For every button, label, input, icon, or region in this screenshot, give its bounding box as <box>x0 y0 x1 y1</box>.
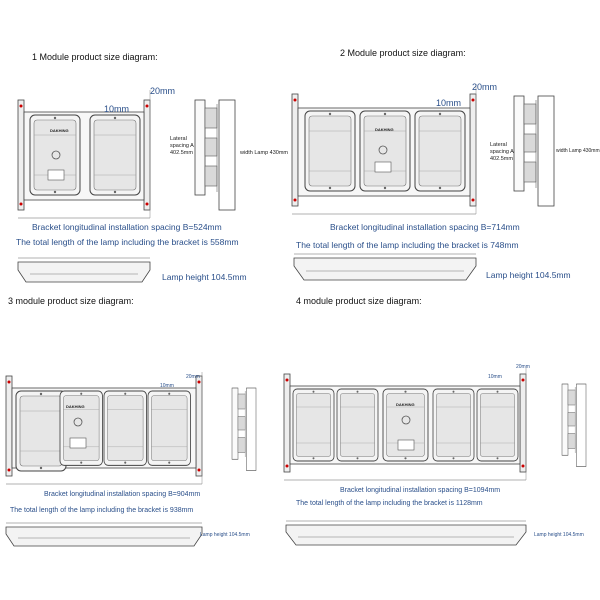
panel3-side-view <box>232 388 256 471</box>
panel4-total-length: The total length of the lamp including the bracket is 1128mm <box>296 500 483 507</box>
panel2-top-margin: 20mm <box>472 82 498 92</box>
panel4-bracket-spacing: Bracket longitudinal installation spacing B=1094mm <box>340 487 501 494</box>
panel1-top-margin: 20mm <box>150 86 176 96</box>
panel2-title: 2 Module product size diagram: <box>340 48 466 58</box>
panel4-side-view <box>562 384 586 467</box>
panel1-width: width Lamp 430mm <box>240 150 288 156</box>
panel1-side-view <box>195 100 235 210</box>
panel4-top-margin: 20mm <box>516 364 530 370</box>
panel4-gap: 10mm <box>488 374 502 380</box>
panel1-title: 1 Module product size diagram: <box>32 52 158 62</box>
panel4-brand-logo: DAKHING <box>396 402 415 407</box>
panel2-brand-logo: DAKHING <box>375 127 394 132</box>
panel1-brand-logo: DAKHING <box>50 128 69 133</box>
panel2-bracket-spacing: Bracket longitudinal installation spacing B=714mm <box>330 222 520 232</box>
panel2-height-view <box>294 254 476 280</box>
panel2-gap: 10mm <box>436 98 462 108</box>
panel4-front-view <box>284 368 526 480</box>
panel4-title: 4 module product size diagram: <box>296 296 422 306</box>
panel2-total-length: The total length of the lamp including the bracket is 748mm <box>296 240 519 250</box>
panel3-height-view <box>6 523 202 546</box>
panel2-width: width Lamp 430mm <box>556 148 600 154</box>
panel1-lamp-height: Lamp height 104.5mm <box>162 272 247 282</box>
panel3-brand-logo: DAKHING <box>66 404 85 409</box>
panel4-height-view <box>286 521 526 545</box>
panel1-height-view <box>18 258 150 282</box>
panel3-lamp-height: Lamp height 104.5mm <box>200 532 250 538</box>
panel3-title: 3 module product size diagram: <box>8 296 134 306</box>
panel1-total-length: The total length of the lamp including the bracket is 558mm <box>16 237 239 247</box>
panel4-lamp-height: Lamp height 104.5mm <box>534 532 584 538</box>
panel2-lamp-height: Lamp height 104.5mm <box>486 270 571 280</box>
panel2-side-view <box>514 96 554 206</box>
panel1-front-view <box>18 90 150 218</box>
panel3-bracket-spacing: Bracket longitudinal installation spacing B=904mm <box>44 491 201 498</box>
panel1-bracket-spacing: Bracket longitudinal installation spacing B=524mm <box>32 222 222 232</box>
panel3-gap: 10mm <box>160 383 174 389</box>
panel3-top-margin: 20mm <box>186 374 200 380</box>
panel1-lateral-spacing: Lateral spacing A 402.5mm <box>170 136 194 156</box>
panel1-gap: 10mm <box>104 104 130 114</box>
panel2-lateral-spacing: Lateral spacing A 402.5mm <box>490 142 514 162</box>
panel3-total-length: The total length of the lamp including the bracket is 938mm <box>10 507 194 514</box>
